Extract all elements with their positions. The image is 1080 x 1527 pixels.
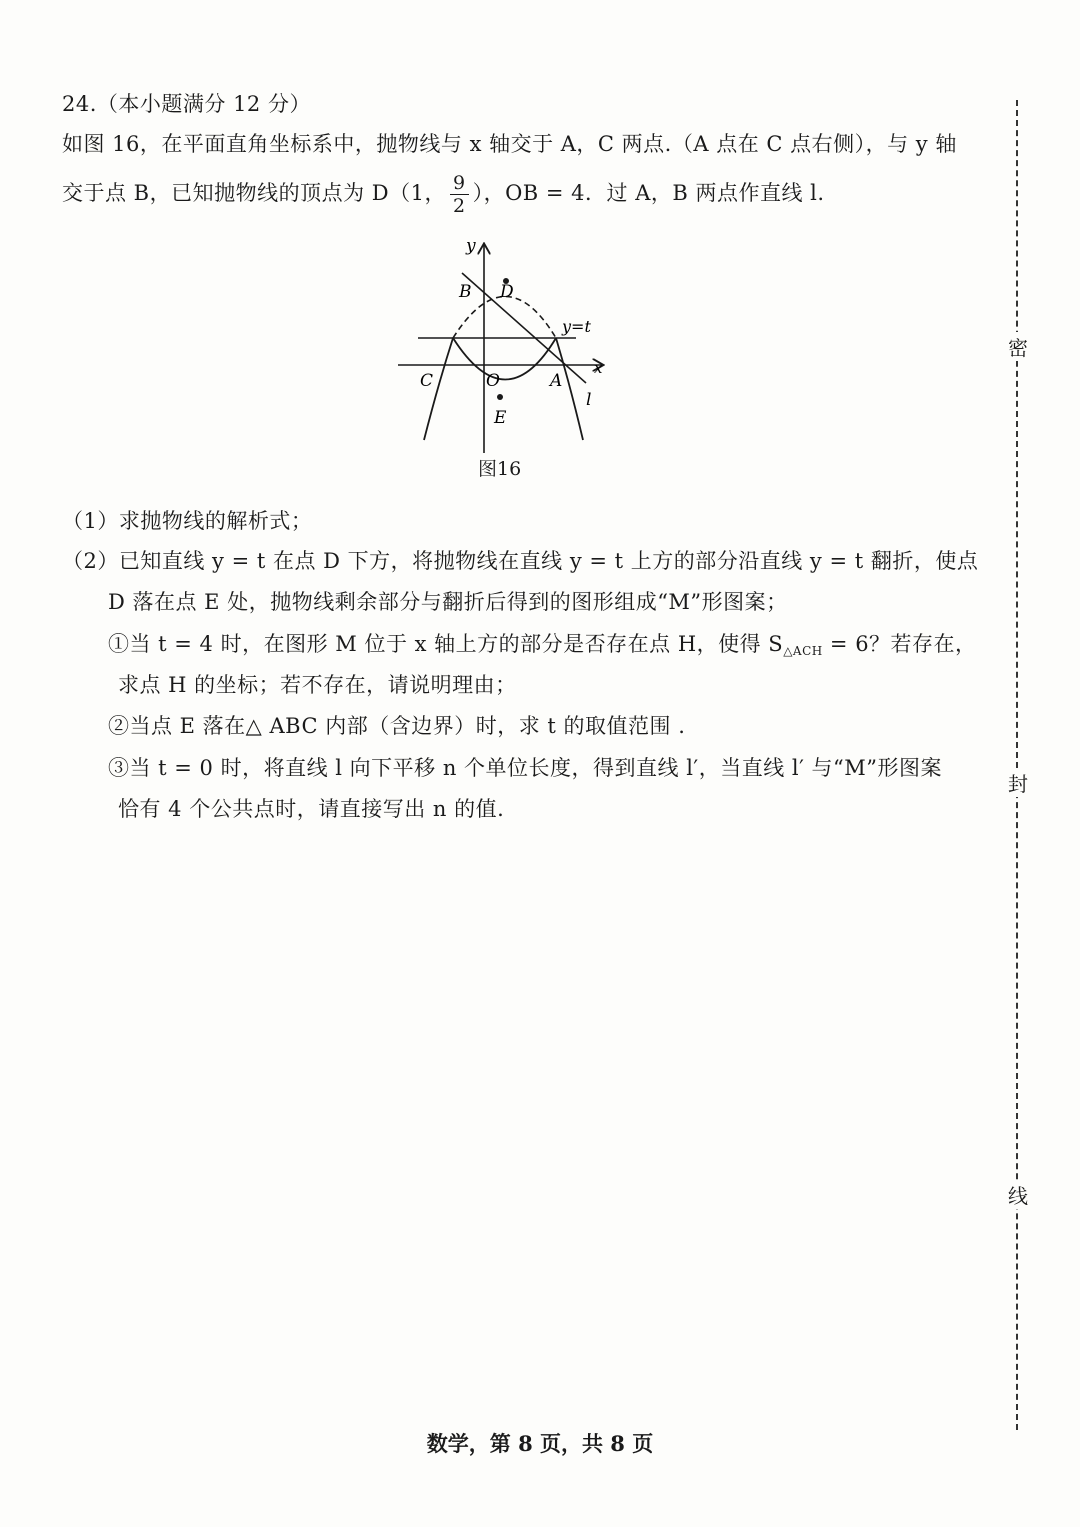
- intro-line2-b: ），OB = 4．过 A，B 两点作直线 l.: [472, 181, 825, 205]
- page-footer: 数学，第 8 页，共 8 页: [426, 1431, 654, 1456]
- label-y-equals-t: y=t: [562, 317, 591, 336]
- figure-caption: 图16: [478, 458, 522, 480]
- problem-intro-line1: 如图 16，在平面直角坐标系中，抛物线与 x 轴交于 A，C 两点.（A 点在 C 点右侧），与 y 轴: [62, 132, 957, 156]
- q2-1-text-a: ①当 t = 4 时，在图形 M 位于 x 轴上方的部分是否存在点 H，使得 S: [108, 632, 784, 656]
- binding-dashed-line: [1016, 100, 1018, 1430]
- label-O: O: [486, 371, 500, 391]
- question-2-1-line2: 求点 H 的坐标；若不存在，请说明理由；: [118, 673, 517, 697]
- label-l: l: [586, 390, 592, 410]
- binding-char-xian: 线: [1006, 1180, 1030, 1209]
- question-2-1-line1: [108, 628, 977, 658]
- binding-char-feng: 封: [1006, 768, 1030, 797]
- problem-header: 24.（本小题满分 12 分）: [62, 92, 311, 116]
- q2-1-text-b: = 6？若存在，: [822, 632, 977, 656]
- question-2-line1: （2）已知直线 y = t 在点 D 下方，将抛物线在直线 y = t 上方的部分沿直线 y = t 翻折，使点: [62, 549, 979, 573]
- label-E: E: [494, 408, 507, 428]
- folded-parabola-arc: [453, 338, 556, 380]
- q2-1-subscript: △ACH: [783, 644, 823, 658]
- question-2-2: ②当点 E 落在△ ABC 内部（含边界）时，求 t 的取值范围 .: [108, 714, 686, 738]
- dashed-parabola-arc: [453, 297, 556, 339]
- figure-16-graph: [390, 235, 620, 475]
- label-A: A: [550, 371, 563, 391]
- label-D: D: [500, 282, 514, 302]
- question-2-3-line1: ③当 t = 0 时，将直线 l 向下平移 n 个单位长度，得到直线 l′，当直线 l′ 与“M”形图案: [108, 756, 943, 780]
- label-y: y: [466, 236, 476, 256]
- problem-intro-line2: [62, 172, 825, 217]
- label-x: x: [594, 359, 603, 377]
- binding-char-mi: 密: [1006, 332, 1030, 361]
- question-2-3-line2: 恰有 4 个公共点时，请直接写出 n 的值.: [118, 797, 505, 821]
- label-B: B: [459, 282, 472, 302]
- fraction-denominator: 2: [452, 195, 466, 217]
- fraction-9-2: [450, 172, 469, 217]
- question-2-line2: D 落在点 E 处，抛物线剩余部分与翻折后得到的图形组成“M”形图案；: [108, 590, 788, 614]
- question-1: （1）求抛物线的解析式；: [62, 509, 313, 533]
- point-E: [497, 394, 503, 400]
- intro-line2-a: 交于点 B，已知抛物线的顶点为 D（1，: [62, 181, 446, 205]
- label-C: C: [420, 371, 434, 391]
- fraction-numerator: 9: [450, 172, 469, 195]
- binding-margin: [1004, 100, 1030, 1430]
